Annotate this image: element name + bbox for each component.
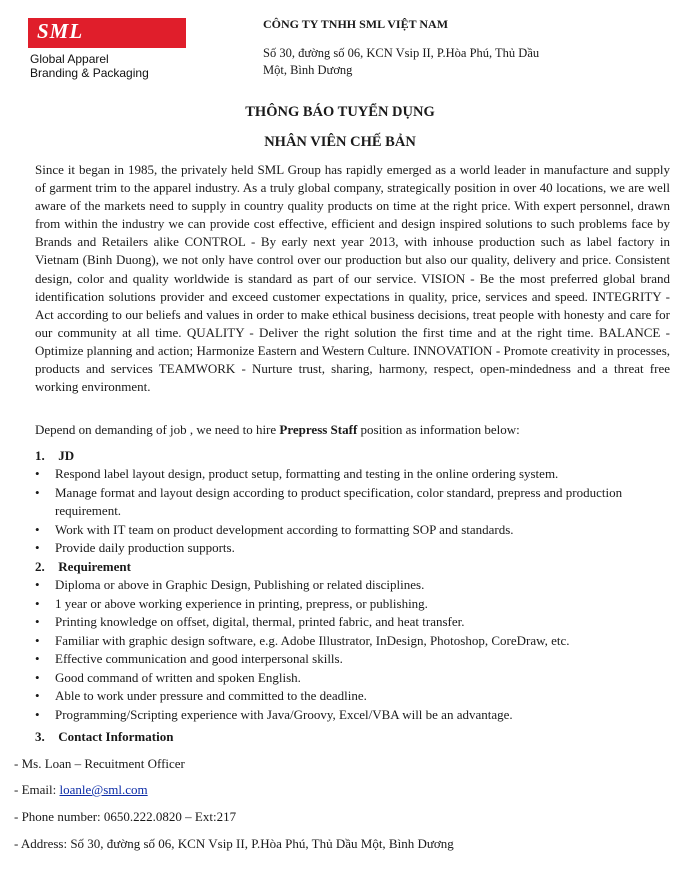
bullet-icon: • [35, 614, 40, 629]
company-address-line2: Một, Bình Dương [263, 63, 353, 77]
logo-tagline [28, 52, 186, 80]
section-title: Contact Information [58, 729, 174, 744]
bullet-icon: • [35, 669, 40, 685]
list-item: • Work with IT team on product development according to formatting SOP and standards. [35, 521, 670, 540]
section-number: 3. [35, 729, 45, 744]
sml-logo [28, 18, 186, 80]
list-item: • Respond label layout design, product setup, formatting and testing in the online ordering system. [35, 465, 670, 484]
hire-text-after: position as information below: [357, 422, 520, 437]
bullet-icon: • [35, 577, 40, 592]
logo-tagline-line1: Global Apparel [30, 52, 109, 66]
hire-text-before: Depend on demanding of job , we need to hire [35, 422, 280, 437]
list-item: • Provide daily production supports. [35, 539, 670, 558]
section-requirement-heading [35, 558, 670, 576]
list-item: • 1 year or above working experience in printing, prepress, or publishing. [35, 595, 670, 614]
bullet-icon: • [35, 651, 40, 666]
contact-phone: - Phone number: 0650.222.0820 – Ext:217 [14, 809, 237, 824]
email-link[interactable]: loanle@sml.com [59, 782, 148, 797]
notice-title: THÔNG BÁO TUYỂN DỤNG [245, 104, 435, 120]
section-jd-heading [35, 447, 670, 465]
bullet-icon: • [35, 706, 40, 722]
company-name: CÔNG TY TNHH SML VIỆT NAM [263, 17, 449, 31]
bullet-icon: • [35, 632, 40, 648]
bullet-icon: • [35, 521, 40, 537]
logo-wordmark: SML [37, 19, 84, 43]
bullet-icon: • [35, 466, 40, 481]
email-label: - Email: [14, 782, 60, 797]
list-item: • Able to work under pressure and committed to the deadline. [35, 687, 670, 706]
logo-tagline-line2: Branding & Packaging [30, 66, 149, 80]
section-number: 2. [35, 559, 45, 574]
hire-sentence [35, 421, 670, 439]
section-title: Requirement [58, 559, 131, 574]
bullet-icon: • [35, 484, 40, 500]
requirement-list [35, 576, 670, 724]
position-title: NHÂN VIÊN CHẾ BẢN [264, 134, 416, 150]
bullet-icon: • [35, 540, 40, 555]
jd-list [35, 465, 670, 558]
bullet-icon: • [35, 688, 40, 703]
section-title: JD [58, 448, 75, 463]
contact-email [14, 781, 148, 799]
list-item: • Effective communication and good interpersonal skills. [35, 650, 670, 669]
list-item: • Manage format and layout design according to product specification, color standard, prepress and production requirement. [35, 484, 623, 518]
list-item: • Printing knowledge on offset, digital, thermal, printed fabric, and heat transfer. [35, 613, 670, 632]
company-intro-paragraph: Since it began in 1985, the privately held SML Group has rapidly emerged as a world leader in manufacture and supply of garment trim to the apparel industry. As a truly global company, strategically position in over 40 locations, we are well aware of the markets need to supply in country quality products on time at the right price. With expert personnel, drawn from within the industry we can provide cost effective, efficient and design inspired solutions to such problems face by Brands and Retailers alike CONTROL - By early next year 2013, with inhouse production such as label factory in Vietnam (Binh Duong), we not only have control over our production but also our quality, delivery and price. Consistent design, color and quality worldwide is standard as part of our service. VISION - Be the most preferred global brand identification solutions provider and exceed customer expectations in quality, price, services and speed. INTEGRITY - Act according to our beliefs and values in order to make ethical business decisions, treat people with honesty and care for our community at all time. QUALITY - Deliver the right solution the first time and at the right time. BALANCE - Optimize planning and action; Harmonize Eastern and Western Culture. INNOVATION - Promote creativity in processes, products and services TEAMWORK - Nurture trust, sharing, harmony, respect, open-mindedness and a threat free working environment. [35, 162, 670, 395]
contact-address: - Address: Số 30, đường số 06, KCN Vsip II, P.Hòa Phú, Thủ Dầu Một, Bình Dương [14, 836, 454, 851]
company-info [263, 16, 583, 79]
bullet-icon: • [35, 595, 40, 611]
hire-position: Prepress Staff [279, 422, 358, 437]
section-number: 1. [35, 448, 45, 463]
section-contact-heading [35, 728, 670, 746]
list-item: • Familiar with graphic design software, e.g. Adobe Illustrator, InDesign, Photoshop, CoreDraw, etc. [35, 632, 670, 651]
list-item: • Good command of written and spoken English. [35, 669, 670, 688]
list-item: • Diploma or above in Graphic Design, Publishing or related disciplines. [35, 576, 670, 595]
contact-person: - Ms. Loan – Recuitment Officer [14, 756, 185, 771]
logo-red-bar [28, 18, 186, 48]
list-item: • Programming/Scripting experience with Java/Groovy, Excel/VBA will be an advantage. [35, 706, 670, 725]
company-address-line1: Số 30, đường số 06, KCN Vsip II, P.Hòa Phú, Thủ Dầu [263, 46, 540, 60]
